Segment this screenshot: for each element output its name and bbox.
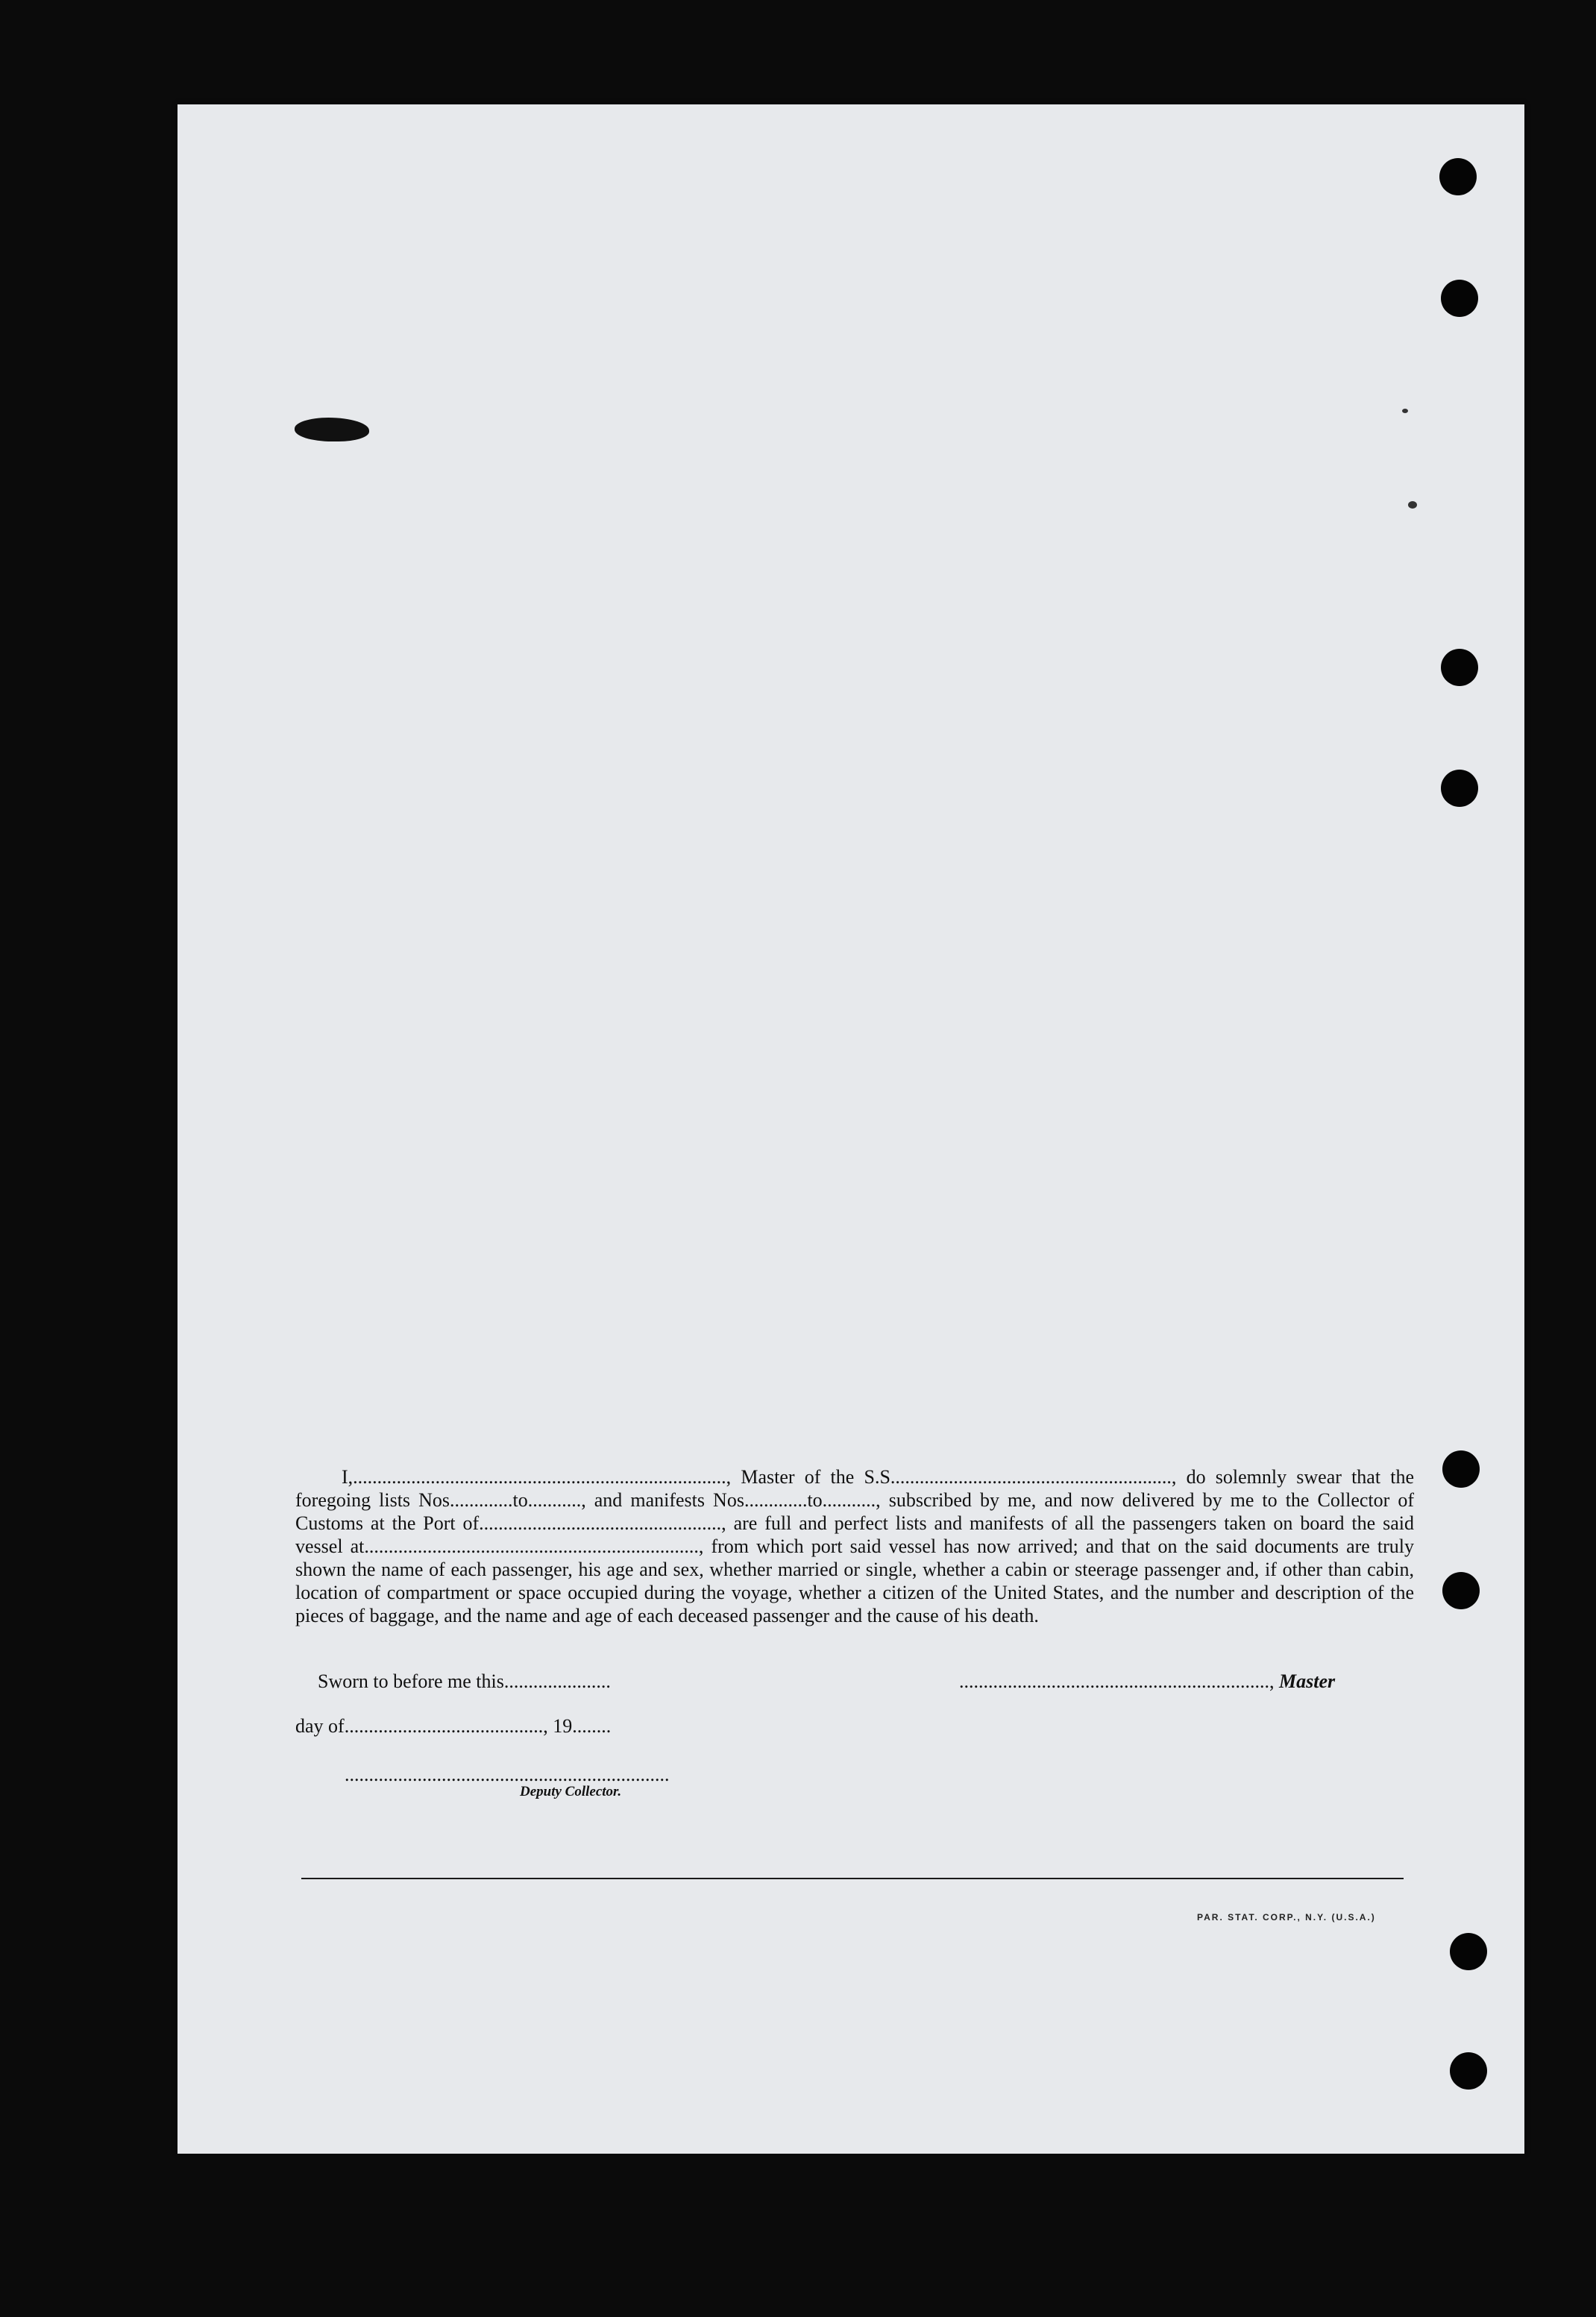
punch-hole: [1441, 280, 1478, 317]
manifest-page: [177, 104, 1524, 2154]
master-signature-dots: ................................................................,: [959, 1670, 1275, 1692]
punch-hole: [1441, 770, 1478, 807]
punch-hole: [1442, 1450, 1480, 1488]
punch-hole: [1450, 2052, 1487, 2090]
punch-hole: [1439, 158, 1477, 195]
printer-imprint: PAR. STAT. CORP., N.Y. (U.S.A.): [1197, 1912, 1376, 1923]
speck-mark: [1408, 501, 1417, 509]
deputy-collector-label: Deputy Collector.: [520, 1784, 622, 1799]
oath-text: I,............................................................................., Master of the S.S.........................................................., do solemnly swear that the foregoing lists Nos.............to..........., and manifests Nos.............to..........., subscribed by me, and now delivered by me to the Collector of Customs at the Port of.................................................., are full and perfect lists and manifests of all the passengers taken on board the said vessel at....................................................................., from which port said vessel has now arrived; and that on the said documents are truly shown the name of each passenger, his age and sex, whether married or single, whether a cabin or steerage passenger and, if other than cabin, location of compartment or space occupied during the voyage, whether a citizen of the United States, and the number and description of the pieces of baggage, and the name and age of each deceased passenger and the cause of his death.: [295, 1466, 1414, 1626]
sworn-statement: Sworn to before me this......................: [318, 1670, 611, 1692]
punch-hole: [1450, 1933, 1487, 1970]
punch-hole: [1442, 1572, 1480, 1609]
footer-rule: [301, 1878, 1404, 1879]
day-of-line: day of........................................., 19........: [295, 1715, 612, 1737]
speck-mark: [1402, 409, 1408, 413]
master-label: Master: [1279, 1670, 1336, 1692]
oath-paragraph: [295, 1465, 1414, 1627]
deputy-signature-dots: ...................................................................: [345, 1764, 670, 1785]
ink-smudge: [295, 418, 369, 441]
master-signature-line: [959, 1670, 1335, 1693]
punch-hole: [1441, 649, 1478, 686]
